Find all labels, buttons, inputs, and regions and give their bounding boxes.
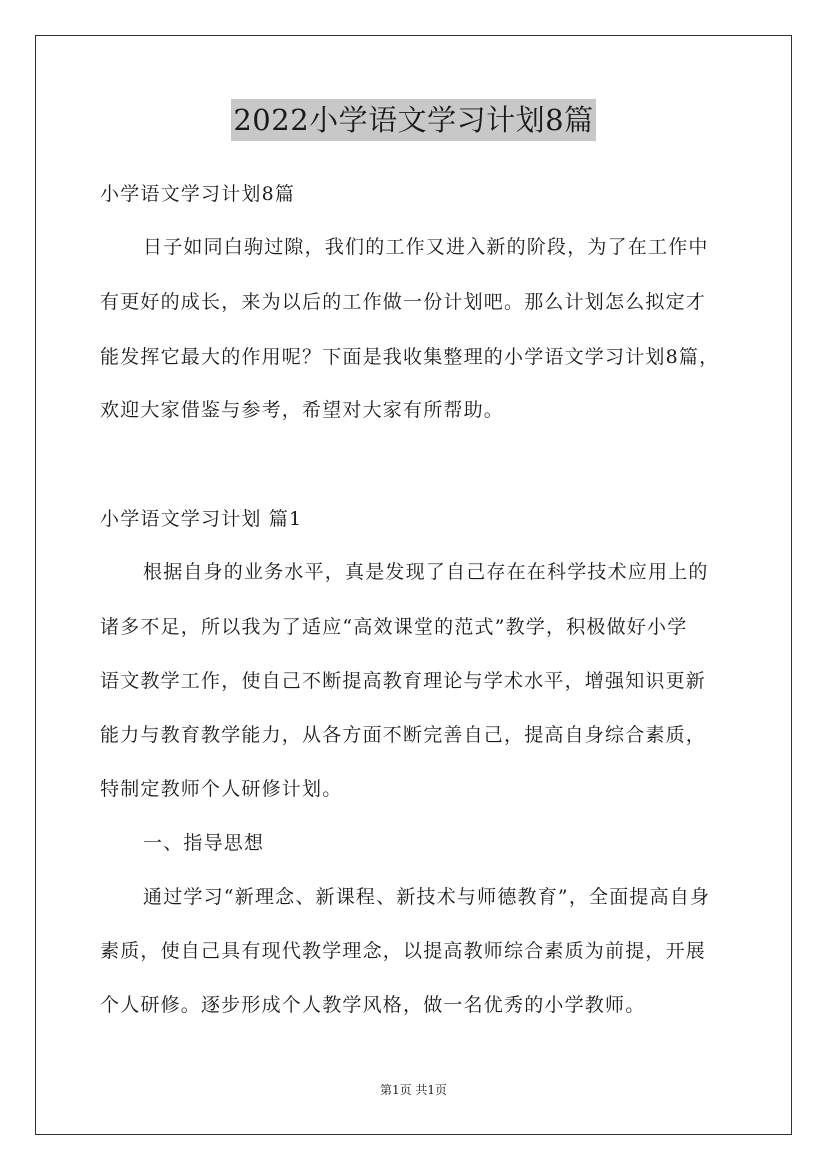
body-line: 诸多不足，所以我为了适应“高效课堂的范式”教学，积极做好小学 xyxy=(100,616,688,638)
body-line: 能力与教育教学能力，从各方面不断完善自己，提高自身综合素质， xyxy=(100,724,707,746)
section-heading: 小学语文学习计划 篇1 xyxy=(100,508,303,530)
document-title: 2022小学语文学习计划8篇 xyxy=(231,99,595,141)
body-line: 个人研修。逐步形成个人教学风格，做一名优秀的小学教师。 xyxy=(100,994,646,1016)
title-container xyxy=(0,99,827,141)
page-footer: 第1页 共1页 xyxy=(379,1083,448,1097)
document-subtitle: 小学语文学习计划8篇 xyxy=(100,183,296,205)
body-line: 素质，使自己具有现代教学理念，以提高教师综合素质为前提，开展 xyxy=(100,940,707,962)
intro-line: 欢迎大家借鉴与参考，希望对大家有所帮助。 xyxy=(100,399,505,421)
body-line: 语文教学工作，使自己不断提高教育理论与学术水平，增强知识更新 xyxy=(100,670,707,692)
intro-line: 有更好的成长，来为以后的工作做一份计划吧。那么计划怎么拟定才 xyxy=(100,291,707,313)
intro-line: 能发挥它最大的作用呢？下面是我收集整理的小学语文学习计划8篇， xyxy=(100,346,720,368)
part-heading: 一、指导思想 xyxy=(143,832,265,854)
intro-line: 日子如同白驹过隙，我们的工作又进入新的阶段，为了在工作中 xyxy=(143,236,709,258)
body-line: 特制定教师个人研修计划。 xyxy=(100,778,343,800)
body-line: 通过学习“新理念、新课程、新技术与师德教育”，全面提高自身 xyxy=(143,886,711,908)
body-line: 根据自身的业务水平，真是发现了自己存在在科学技术应用上的 xyxy=(143,561,709,583)
